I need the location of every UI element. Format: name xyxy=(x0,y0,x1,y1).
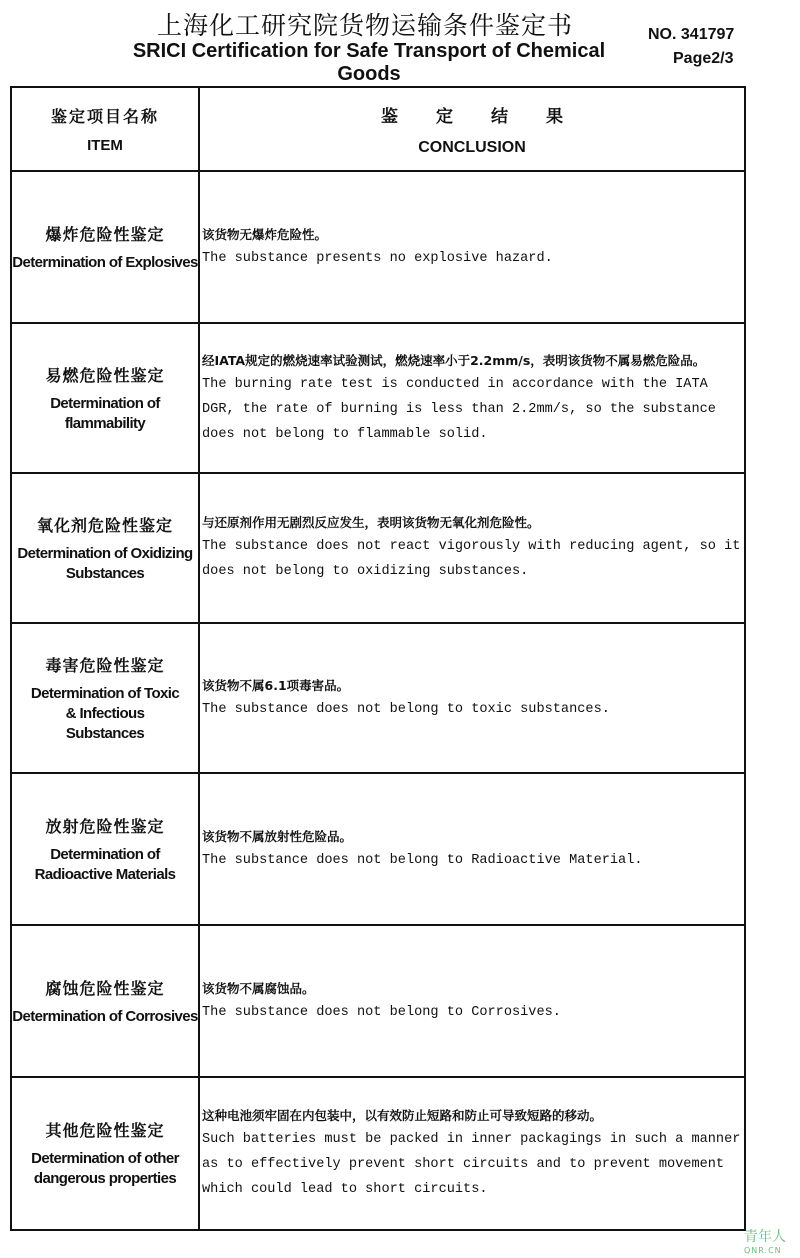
item-name-en: Determination of Explosives xyxy=(12,253,198,271)
item-name-cn: 放射危险性鉴定 xyxy=(45,816,165,836)
item-cell-flammability xyxy=(12,324,198,472)
column-header-item-en: ITEM xyxy=(87,137,123,154)
conclusion-cn: 该货物不属6.1项毒害品。 xyxy=(202,677,350,693)
item-name-cn: 其他危险性鉴定 xyxy=(45,1121,165,1140)
conclusion-cn: 经IATA规定的燃烧速率试验测试，燃烧速率小于2.2mm/s，表明该货物不属易燃危险品。 xyxy=(202,352,706,368)
item-name-cn: 毒害危险性鉴定 xyxy=(45,655,165,675)
item-cell-other xyxy=(12,1078,198,1229)
conclusion-cell-explosives xyxy=(202,172,744,322)
conclusion-en: The substance does not belong to toxic substances. xyxy=(202,701,610,717)
conclusion-cell-flammability xyxy=(202,324,744,472)
watermark-site: QNR.CN xyxy=(744,1246,782,1255)
item-name-en: Determination of Radioactive Materials xyxy=(34,845,176,883)
watermark-text: 青年人 xyxy=(744,1229,786,1245)
conclusion-cell-other xyxy=(202,1078,744,1229)
conclusion-cn: 与还原剂作用无剧烈反应发生，表明该货物无氧化剂危险性。 xyxy=(202,515,540,530)
item-name-en: Determination of other dangerous properties xyxy=(31,1150,179,1187)
column-header-conclusion xyxy=(200,88,744,170)
document-number: NO. 341797 xyxy=(648,26,735,43)
item-name-cn: 易燃危险性鉴定 xyxy=(45,365,165,385)
item-name-cn: 腐蚀危险性鉴定 xyxy=(45,978,165,998)
item-cell-explosives xyxy=(12,172,198,322)
conclusion-cn: 该货物不属腐蚀品。 xyxy=(202,980,315,996)
conclusion-en: The substance does not belong to Corrosives. xyxy=(202,1004,561,1020)
item-cell-oxidizing xyxy=(12,474,198,622)
item-cell-radioactive xyxy=(12,774,198,924)
item-name-en: Determination of Oxidizing Substances xyxy=(17,544,193,582)
conclusion-cell-toxic xyxy=(202,624,744,772)
item-name-cn: 氧化剂危险性鉴定 xyxy=(36,515,173,535)
conclusion-cn: 该货物不属放射性危险品。 xyxy=(202,828,353,844)
conclusion-en: The burning rate test is conducted in accordance with the IATA DGR, the rate of burning is less than 2.2mm/s, so the substance does not belong to flammable solid. xyxy=(202,376,716,442)
conclusion-cell-corrosives xyxy=(202,926,744,1076)
item-name-en: Determination of Corrosives xyxy=(12,1007,198,1025)
conclusion-cell-oxidizing xyxy=(202,474,744,622)
column-divider xyxy=(198,88,200,1229)
item-cell-toxic xyxy=(12,624,198,772)
conclusion-en: The substance does not belong to Radioactive Material. xyxy=(202,852,643,868)
item-name-en: Determination of Toxic & Infectious Substances xyxy=(30,684,180,742)
column-header-item-cn: 鉴定项目名称 xyxy=(50,107,159,126)
document-title-cn: 上海化工研究院货物运输条件鉴定书 xyxy=(156,11,573,40)
conclusion-en: The substance does not react vigorously with reducing agent, so it does not belong to oxidizing substances. xyxy=(202,539,741,579)
item-name-cn: 爆炸危险性鉴定 xyxy=(45,224,165,244)
watermark xyxy=(744,1230,786,1258)
conclusion-en: The substance presents no explosive hazard. xyxy=(202,250,553,266)
column-header-conclusion-cn: 鉴定结果 xyxy=(381,106,601,127)
item-cell-corrosives xyxy=(12,926,198,1076)
document-title-en: SRICI Certification for Safe Transport of Chemical Goods xyxy=(132,40,606,85)
conclusion-cn: 该货物无爆炸危险性。 xyxy=(202,226,328,242)
page-indicator: Page2/3 xyxy=(673,50,734,67)
certification-table xyxy=(10,86,746,1231)
column-header-conclusion-en: CONCLUSION xyxy=(418,138,526,156)
column-header-item xyxy=(12,88,198,170)
conclusion-cn: 这种电池须牢固在内包装中，以有效防止短路和防止可导致短路的移动。 xyxy=(202,1108,603,1123)
conclusion-cell-radioactive xyxy=(202,774,744,924)
conclusion-en: Such batteries must be packed in inner packagings in such a manner as to effectively prevent short circuits and to prevent movement which could lead to short circuits. xyxy=(202,1132,741,1197)
item-name-en: Determination of flammability xyxy=(50,394,160,432)
